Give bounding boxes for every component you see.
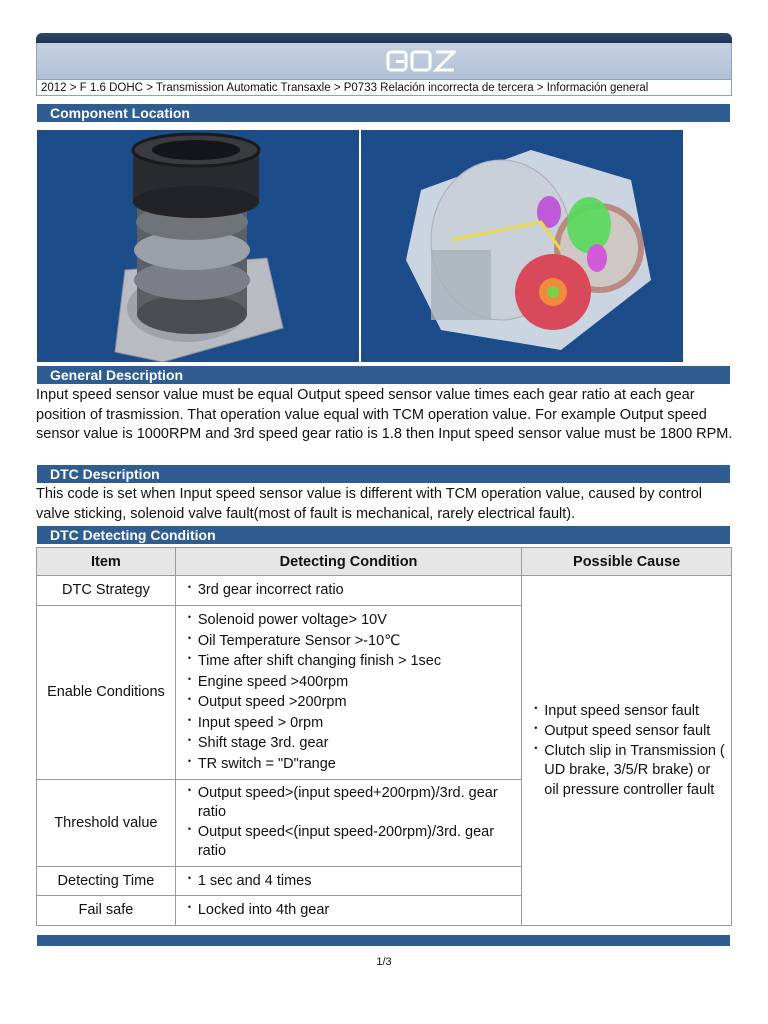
section-title-dtc-detecting-condition: DTC Detecting Condition [37,526,730,544]
breadcrumb-separator: > [69,82,77,94]
column-header-possible-cause: Possible Cause [522,548,732,576]
condition-cell [175,896,521,926]
condition-item: • 1 sec and 4 times [188,871,515,892]
breadcrumb-separator: > [536,82,544,94]
breadcrumb-item[interactable]: 2012 [41,82,67,94]
section-title-general-description: General Description [37,366,730,384]
condition-item: • Input speed > 0rpm [188,713,515,734]
condition-item: • Output speed<(input speed-200rpm)/3rd. gear ratio [188,823,515,862]
breadcrumb-item[interactable]: Transmission Automatic Transaxle [155,82,331,94]
condition-cell [175,576,521,606]
breadcrumb-separator: > [146,82,153,94]
column-header-item: Item [37,548,176,576]
cause-item: • Clutch slip in Transmission ( UD brake, 3/5/R brake) or oil pressure controller fault [534,742,725,801]
dtc-detecting-condition-table [36,547,732,926]
condition-item: • Shift stage 3rd. gear [188,733,515,754]
item-cell: Threshold value [37,779,176,866]
condition-item: • 3rd gear incorrect ratio [188,580,515,601]
page-number: 1/3 [376,956,392,968]
condition-cell [175,866,521,896]
breadcrumb [37,79,731,95]
section-title-dtc-description: DTC Description [37,465,730,483]
possible-cause-cell [522,576,732,926]
transaxle-cutaway-image [361,130,683,362]
condition-item: • Engine speed >400rpm [188,672,515,693]
condition-item: • Time after shift changing finish > 1sec [188,651,515,672]
condition-cell [175,779,521,866]
footer-bar [37,935,730,946]
condition-item: • Solenoid power voltage> 10V [188,610,515,631]
cause-item: • Input speed sensor fault [534,701,725,722]
item-cell: Fail safe [37,896,176,926]
table-header-row [37,548,732,576]
condition-cell [175,605,521,779]
item-cell: Enable Conditions [37,605,176,779]
condition-item: • Oil Temperature Sensor >-10℃ [188,631,515,652]
item-cell: Detecting Time [37,866,176,896]
column-header-detecting-condition: Detecting Condition [175,548,521,576]
general-description-text: Input speed sensor value must be equal Output speed sensor value times each gear ratio at each gear position of trasmission. That operation value equal with TCM operation value. For example Output speed sensor value is 1000RPM and 3rd speed gear ratio is 1.8 then Input speed sensor value must be 1800 RPM. [36,387,733,442]
table-row [37,576,732,606]
breadcrumb-item[interactable]: P0733 Relación incorrecta de tercera [343,82,534,94]
condition-item: • Output speed>(input speed+200rpm)/3rd. gear ratio [188,784,515,823]
breadcrumb-item[interactable]: Información general [546,82,649,94]
condition-item: • TR switch = "D"range [188,754,515,775]
breadcrumb-separator: > [333,82,341,94]
section-title-component-location: Component Location [37,104,730,122]
page-header [36,43,732,96]
header-top-bar [36,33,732,43]
component-images [37,130,683,362]
condition-item: • Output speed >200rpm [188,692,515,713]
condition-item: • Locked into 4th gear [188,900,515,921]
breadcrumb-item[interactable]: F 1.6 DOHC [79,82,143,94]
item-cell: DTC Strategy [37,576,176,606]
gds-logo [386,48,456,74]
cause-item: • Output speed sensor fault [534,721,725,742]
dtc-description-text: This code is set when Input speed sensor value is different with TCM operation value, caused by control valve sticking, solenoid valve fault(most of fault is mechanical, rarely electrical fault). [36,486,703,522]
clutch-assembly-image [37,130,359,362]
